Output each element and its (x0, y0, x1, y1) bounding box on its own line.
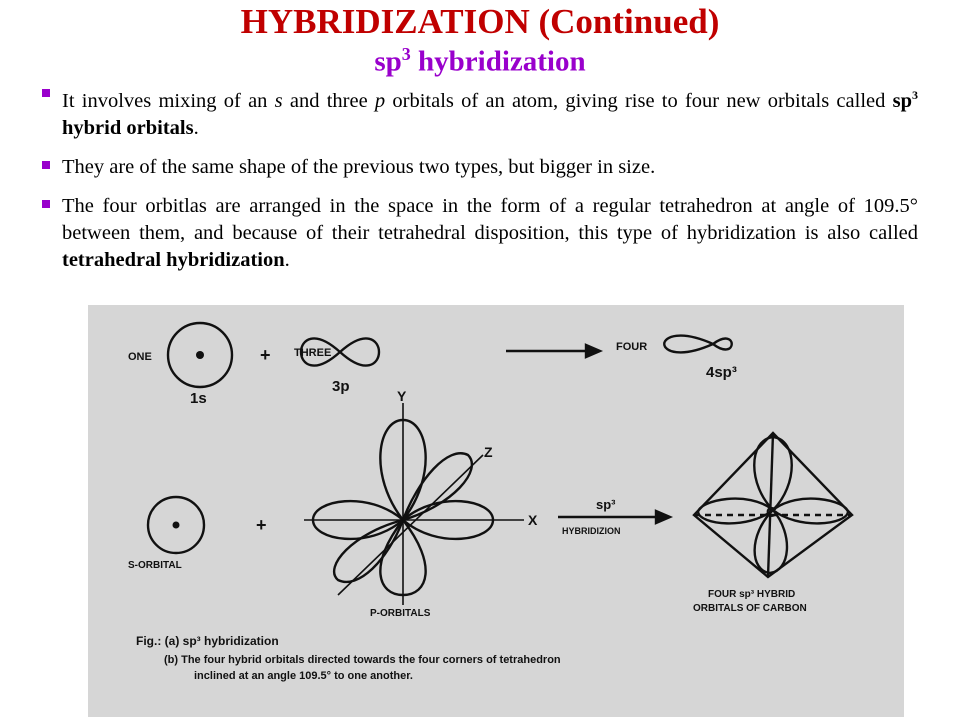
p-orbitals-label: P-ORBITALS (370, 608, 431, 619)
bullet-text: It involves mixing of an (62, 89, 275, 112)
1s-label: 1s (190, 390, 207, 407)
bullet-list (42, 82, 918, 286)
bullet-text: They are of the same shape of the previous two types, but bigger in size. (62, 155, 656, 178)
subtitle-suffix: hybridization (410, 45, 586, 78)
hybridizion-label: HYBRIDIZION (562, 526, 621, 536)
figure-caption-b1: (b) The four hybrid orbitals directed towards the four corners of tetrahedron (164, 654, 561, 666)
bullet-item-shape (42, 154, 918, 181)
z-axis (338, 455, 483, 595)
sp3-arrow-label: sp³ (596, 497, 616, 512)
z-axis-label: Z (484, 444, 493, 460)
bullet-item-mixing (42, 82, 918, 142)
4sp3-orbital-icon (664, 336, 732, 353)
carbon-label: C (766, 504, 777, 521)
top-arrowhead-icon (586, 345, 600, 357)
bullet-text: . (193, 116, 199, 139)
y-axis-label: Y (397, 388, 407, 404)
bullet-marker-icon (42, 89, 50, 97)
subtitle-prefix: sp (374, 45, 402, 78)
bullet-text: and three (282, 89, 375, 112)
s-nucleus-dot-icon (173, 522, 180, 529)
three-label: THREE (294, 347, 332, 359)
nucleus-dot-icon (196, 351, 204, 359)
figure-svg (88, 305, 904, 717)
subtitle-superscript: 3 (401, 44, 411, 64)
bullet-marker-icon (42, 161, 50, 169)
bullet-text-bold: tetrahedral hybridization (62, 248, 285, 271)
bullet-text-italic: p (374, 89, 386, 112)
bullet-text-italic: s (274, 89, 283, 112)
plus-sign-2: + (256, 515, 267, 535)
plus-sign: + (260, 345, 271, 365)
four-label: FOUR (616, 341, 648, 353)
bullet-item-tetrahedron (42, 193, 918, 274)
hybridization-arrowhead-icon (656, 511, 670, 523)
hybrid-label-line1: FOUR sp³ HYBRID (708, 589, 796, 600)
figure-caption-a: Fig.: (a) sp³ hybridization (136, 634, 279, 648)
3p-label: 3p (332, 378, 350, 395)
bullet-text-bold: $sp^3$ hybrid orbitals (62, 88, 918, 139)
slide-title: HYBRIDIZATION (Continued) (240, 2, 720, 41)
bullet-text: orbitals of an atom, giving rise to four new orbitals called (385, 89, 893, 112)
bullet-text: The four orbitlas are arranged in the space in the form of a regular tetrahedron at angle of 109.5° between them, and because of their tetrahedral disposition, this type of hybridization is also called (62, 194, 918, 244)
one-label: ONE (128, 351, 152, 363)
slide-subtitle (0, 44, 960, 79)
hybrid-label-line2: ORBITALS OF CARBON (693, 603, 807, 614)
x-axis-label: X (528, 512, 538, 528)
bullet-marker-icon (42, 200, 50, 208)
4sp3-label: 4sp³ (706, 364, 737, 381)
s-orbital-label: S-ORBITAL (128, 560, 182, 571)
bullet-text: . (284, 248, 290, 271)
figure-caption-b2: inclined at an angle 109.5° to one another. (194, 670, 413, 682)
hybridization-figure (88, 305, 904, 717)
